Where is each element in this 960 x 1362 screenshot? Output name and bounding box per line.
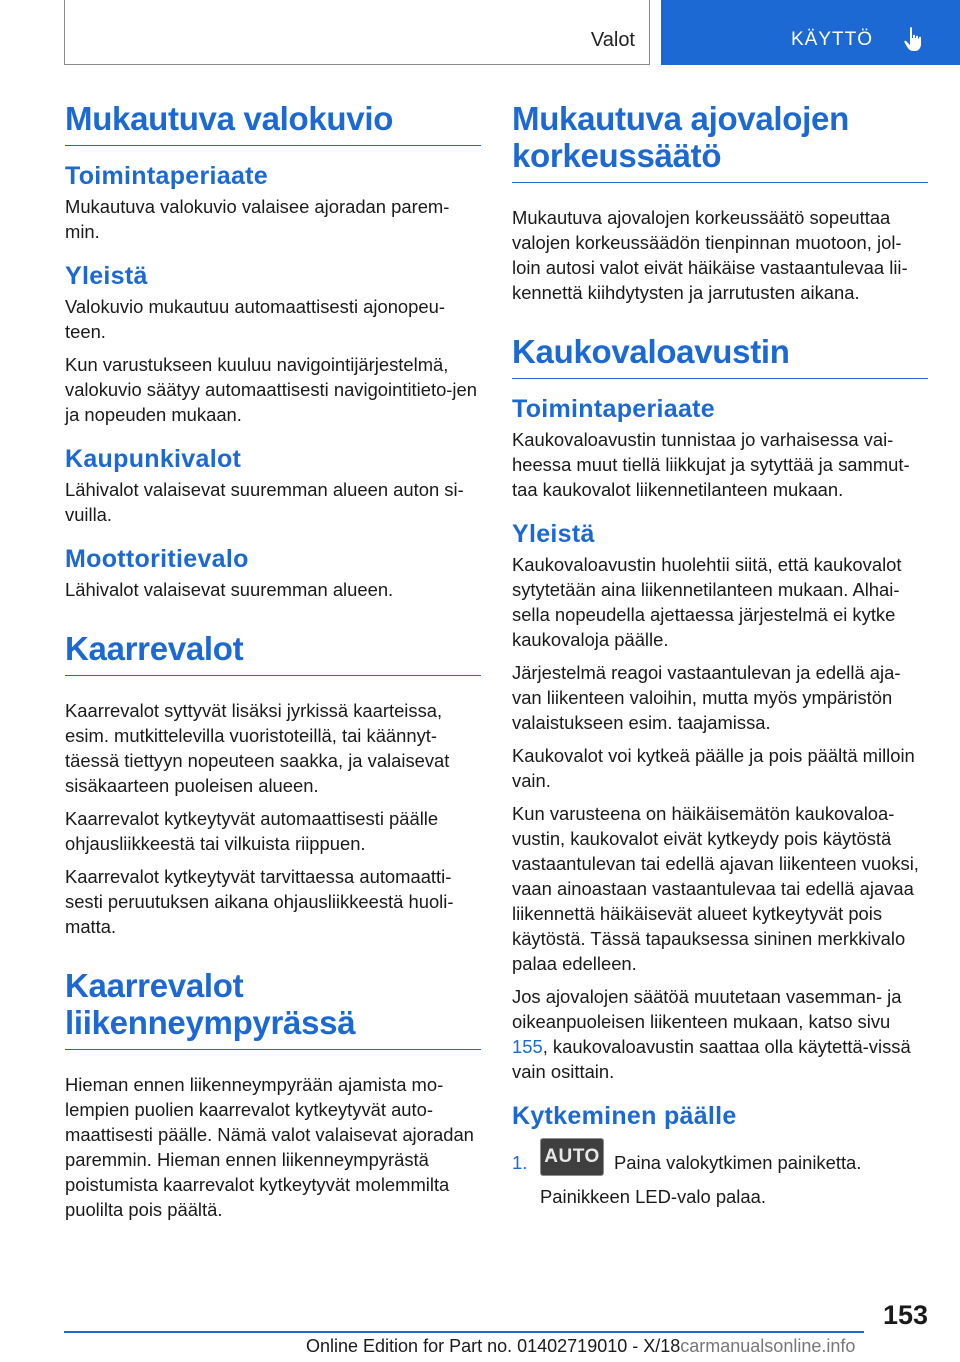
paragraph-with-link [512, 984, 928, 1084]
heading-cornering-lights: Kaarrevalot [65, 630, 481, 676]
subheading-principle: Toimintaperiaate [512, 395, 715, 423]
text: , kaukovaloavustin saattaa olla käytettä‐vissä vain osittain. [512, 1036, 911, 1082]
pointing-hand-icon [903, 26, 927, 52]
page-link-155[interactable]: 155 [512, 1036, 543, 1057]
header-section-box [64, 0, 650, 65]
paragraph: Kaukovaloavustin tunnistaa jo varhaisessa vai‐heessa muut tiellä liikkujat ja sytyttää ja sammut‐taa kaukovalot liikennetilanteen mukaan. [512, 429, 910, 500]
paragraph: Kun varustukseen kuuluu navigointijärjestelmä, valokuvio säätyy automaattisesti navigointitieto‐jen ja nopeuden mukaan. [65, 354, 477, 425]
subheading-principle: Toimintaperiaate [65, 162, 268, 190]
paragraph: Valokuvio mukautuu automaattisesti ajonopeu‐teen. [65, 296, 445, 342]
paragraph: Kaukovaloavustin huolehtii siitä, että kaukovalot sytytetään aina liikennetilanteen mukaan. Alhai‐sella nopeudella ajettaessa järjestelmä ei kytke kaukovaloja päälle. [512, 554, 902, 650]
paragraph: Kun varusteena on häikäisemätön kaukovaloa‐vustin, kaukovalot eivät kytkeydy pois käytöstä vastaantulevan tai edellä ajavan liikenteen vuoksi, vaan ainoastaan vastaantulevaa tai edellä ajavaa liikennettä häikäisevät alueet kytkeytyvät pois käytöstä. Tässä tapauksessa sininen merkkivalo palaa edelleen. [512, 803, 919, 974]
paragraph: Järjestelmä reagoi vastaantulevan ja edellä aja‐van liikenteen valoihin, mutta myös ympäristön valaistukseen esim. taajamissa. [512, 662, 901, 733]
step-1 [512, 1138, 928, 1176]
subheading-motorway-light: Moottoritievalo [65, 545, 249, 573]
heading-high-beam-assistant: Kaukovaloavustin [512, 333, 928, 379]
chapter-title: KÄYTTÖ [791, 29, 874, 50]
heading-roundabout-lights: Kaarrevalot liikenneympyrässä [65, 967, 481, 1050]
section-title: Valot [590, 29, 635, 51]
step-instruction: Paina valokytkimen painiketta. [614, 1152, 862, 1173]
footer-edition [306, 1336, 855, 1357]
chapter-tab[interactable] [661, 0, 960, 65]
subheading-city-lights: Kaupunkivalot [65, 445, 242, 473]
paragraph: Kaarrevalot kytkeytyvät tarvittaessa automaatti‐sesti peruutuksen aikana ohjausliikkeestä huoli‐matta. [65, 866, 454, 937]
auto-button-icon: AUTO [540, 1138, 604, 1176]
left-column [65, 100, 481, 1230]
paragraph: Lähivalot valaisevat suuremman alueen auton si‐vuilla. [65, 479, 464, 525]
watermark-logo: carmanualsonline.info [680, 1336, 856, 1356]
paragraph: Kaukovalot voi kytkeä päälle ja pois päältä milloin vain. [512, 745, 915, 791]
step-result: Painikkeen LED-valo palaa. [540, 1186, 766, 1207]
paragraph: Kaarrevalot syttyvät lisäksi jyrkissä kaarteissa, esim. mutkittelevilla vuoristoteillä, tai käännyt‐täessä tiettyyn nopeuteen saakka, ja valaisevat sisäkaarteen puoleisen alueen. [65, 700, 450, 796]
subheading-general: Yleistä [512, 520, 595, 548]
edition-text: Online Edition for Part no. 01402719010 - X/18 [306, 1336, 681, 1356]
paragraph: Hieman ennen liikenneympyrään ajamista mo‐lempien puolien kaarrevalot kytkeytyvät auto‐maattisesti päälle. Nämä valot valaisevat ajoradan paremmin. Hieman ennen liikenneympyrästä poistumista kaarrevalot kytkeytyvät molemmilta puolilta pois päältä. [65, 1074, 474, 1220]
subheading-switching-on: Kytkeminen päälle [512, 1102, 737, 1130]
paragraph: Mukautuva ajovalojen korkeussäätö sopeuttaa valojen korkeussäädön tienpinnan muotoon, jol‐loin autosi valot eivät häikäise vastaantulevaa lii‐kennettä kiihdytysten ja jarrutusten aikana. [512, 207, 908, 303]
footer-divider [64, 1331, 864, 1333]
heading-adaptive-light-pattern: Mukautuva valokuvio [65, 100, 481, 146]
step-number: 1. [512, 1152, 528, 1173]
paragraph: Lähivalot valaisevat suuremman alueen. [65, 579, 394, 600]
text: Jos ajovalojen säätöä muutetaan vasemman- ja oikeanpuoleisen liikenteen mukaan, katso sivu [512, 986, 902, 1032]
page-number: 153 [882, 1300, 928, 1330]
subheading-general: Yleistä [65, 262, 148, 290]
paragraph: Kaarrevalot kytkeytyvät automaattisesti päälle ohjausliikkeestä tai vilkuista riippuen. [65, 808, 439, 854]
right-column [512, 100, 928, 1217]
paragraph: Mukautuva valokuvio valaisee ajoradan parem‐min. [65, 196, 450, 242]
heading-headlight-range-control: Mukautuva ajovalojen korkeussäätö [512, 100, 928, 183]
